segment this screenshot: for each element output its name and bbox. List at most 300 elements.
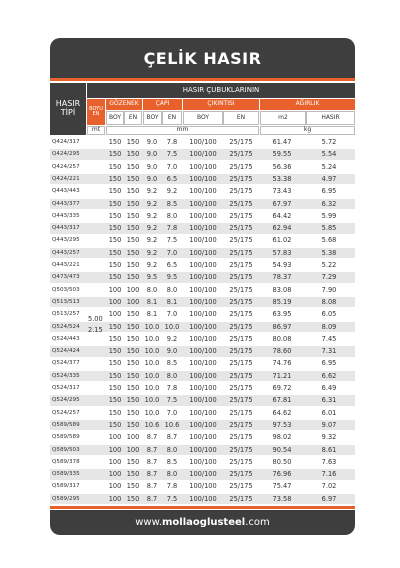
footer xyxy=(50,510,355,535)
table-cell: 7.8 xyxy=(166,138,178,146)
en-value: 2.15 xyxy=(88,326,103,334)
table-cell: 100/100 xyxy=(189,310,217,319)
table-cell: 100/100 xyxy=(189,396,217,405)
table-cell: 64.42 xyxy=(272,211,292,220)
table-cell: Q524/377 xyxy=(52,360,80,367)
table-row xyxy=(50,334,355,345)
table-cell: 100/100 xyxy=(189,457,217,466)
table-cell: 75.47 xyxy=(272,482,292,491)
table-cell: 9.2 xyxy=(146,187,158,196)
table-row xyxy=(50,260,355,271)
table-cell: 9.2 xyxy=(146,261,158,269)
table-row xyxy=(50,469,355,480)
table-cell: 74.76 xyxy=(272,359,292,368)
table-cell: 100/100 xyxy=(189,138,217,146)
table-cell: 10.0 xyxy=(144,334,160,343)
table-cell: Q424/295 xyxy=(52,151,80,158)
table-cell: 7.8 xyxy=(166,482,178,491)
footer-suffix: .com xyxy=(245,517,270,528)
table-cell: 150 xyxy=(126,408,140,417)
table-cell: 150 xyxy=(108,408,122,417)
table-cell: 6.95 xyxy=(321,359,337,368)
table-cell: 8.7 xyxy=(146,470,158,479)
table-cell: 5.72 xyxy=(321,138,337,146)
table-cell: Q589/335 xyxy=(52,471,80,478)
table-cell: 150 xyxy=(126,174,140,183)
table-cell: 7.5 xyxy=(166,150,178,159)
table-cell: 150 xyxy=(108,347,122,356)
table-cell: Q443/335 xyxy=(52,212,80,219)
table-cell: 25/175 xyxy=(229,396,253,405)
table-row xyxy=(50,211,355,222)
table-cell: Q424/221 xyxy=(52,175,80,182)
table-cell: 7.0 xyxy=(166,248,178,257)
table-cell: 8.08 xyxy=(321,297,337,306)
table-row xyxy=(50,272,355,283)
table-cell: 10.6 xyxy=(164,420,180,429)
table-cell: 78.37 xyxy=(272,273,292,282)
table-cell: Q524/524 xyxy=(52,323,80,330)
table-cell: 100/100 xyxy=(189,334,217,343)
table-cell: 25/175 xyxy=(229,162,253,171)
table-cell: 100 xyxy=(108,470,122,479)
table-cell: 7.0 xyxy=(166,310,178,319)
divider xyxy=(50,78,355,81)
table-cell: 54.93 xyxy=(272,261,292,269)
table-cell: 25/175 xyxy=(229,138,253,146)
table-cell: 150 xyxy=(126,334,140,343)
table-cell: 80.50 xyxy=(272,457,292,466)
table-cell: 8.7 xyxy=(146,457,158,466)
table-cell: 5.54 xyxy=(321,150,337,159)
table-cell: 6.97 xyxy=(321,494,337,503)
table-cell: 100 xyxy=(108,297,122,306)
table-cell: 7.02 xyxy=(321,482,337,491)
table-cell: 9.0 xyxy=(146,150,158,159)
table-cell: Q473/473 xyxy=(52,274,80,281)
table-cell: 25/175 xyxy=(229,433,253,442)
table-cell: 100 xyxy=(126,433,140,442)
table-cell: 100 xyxy=(108,285,122,294)
table-cell: 6.32 xyxy=(321,199,337,208)
table-cell: Q524/443 xyxy=(52,335,80,342)
header-boyu-en: BOYU EN xyxy=(87,99,105,125)
table-cell: Q424/317 xyxy=(52,139,80,145)
table-cell: Q443/295 xyxy=(52,237,80,244)
table-cell: 59.55 xyxy=(272,150,292,159)
table-cell: 25/175 xyxy=(229,384,253,392)
table-cell: Q589/378 xyxy=(52,458,80,465)
table-row xyxy=(50,408,355,419)
header-cik-en: EN xyxy=(223,111,259,125)
table-cell: 150 xyxy=(108,174,122,183)
table-cell: 150 xyxy=(108,359,122,368)
table-cell: 150 xyxy=(108,371,122,380)
table-cell: 150 xyxy=(126,162,140,171)
table-row xyxy=(50,371,355,382)
table-cell: 6.49 xyxy=(321,384,337,392)
table-cell: Q513/513 xyxy=(52,298,80,305)
header-boy: BOY xyxy=(106,111,124,125)
table-cell: 150 xyxy=(126,384,140,392)
table-cell: Q589/589 xyxy=(52,421,80,428)
table-cell: 100/100 xyxy=(189,236,217,245)
table-cell: 100 xyxy=(108,445,122,454)
table-cell: 150 xyxy=(126,248,140,257)
table-cell: 100 xyxy=(108,494,122,503)
table-cell: 150 xyxy=(126,150,140,159)
table-cell: 100/100 xyxy=(189,273,217,282)
table-cell: 150 xyxy=(108,261,122,269)
table-cell: 100/100 xyxy=(189,174,217,183)
table-cell: 7.63 xyxy=(321,457,337,466)
table-cell: 6.31 xyxy=(321,396,337,405)
table-row xyxy=(50,162,355,173)
table-cell: 9.2 xyxy=(146,211,158,220)
table-cell: 25/175 xyxy=(229,236,253,245)
table-cell: 97.53 xyxy=(272,420,292,429)
table-cell: 8.7 xyxy=(146,494,158,503)
table-cell: 150 xyxy=(108,322,122,331)
table-cell: Q589/317 xyxy=(52,483,80,490)
table-cell: 7.90 xyxy=(321,285,337,294)
table-cell: 150 xyxy=(108,162,122,171)
table-cell: 61.47 xyxy=(272,138,292,146)
table-cell: 8.09 xyxy=(321,322,337,331)
header-cubuklar: HASIR ÇUBUKLARININ xyxy=(87,83,355,98)
table-cell: 100/100 xyxy=(189,445,217,454)
table-cell: 150 xyxy=(108,187,122,196)
table-cell: 150 xyxy=(126,482,140,491)
product-card xyxy=(50,38,355,535)
table-cell: 100/100 xyxy=(189,420,217,429)
divider xyxy=(50,506,355,509)
table-cell: 9.0 xyxy=(146,162,158,171)
table-row xyxy=(50,481,355,492)
table-cell: 8.7 xyxy=(146,445,158,454)
table-cell: 10.0 xyxy=(144,322,160,331)
table-cell: 25/175 xyxy=(229,347,253,356)
table-cell: 25/175 xyxy=(229,371,253,380)
table-cell: 8.0 xyxy=(146,285,158,294)
table-cell: 7.5 xyxy=(166,396,178,405)
table-cell: 150 xyxy=(126,371,140,380)
title-bar xyxy=(50,38,355,78)
table-cell: 73.58 xyxy=(272,494,292,503)
table-cell: 8.1 xyxy=(166,297,178,306)
header-cap-en: EN xyxy=(162,111,182,125)
table-cell: 71.21 xyxy=(272,371,292,380)
table-cell: 150 xyxy=(126,359,140,368)
table-cell: 7.0 xyxy=(166,408,178,417)
table-cell: Q424/257 xyxy=(52,163,80,170)
table-cell: 150 xyxy=(108,334,122,343)
table-cell: 150 xyxy=(108,211,122,220)
table-row xyxy=(50,297,355,308)
table-cell: 8.5 xyxy=(166,359,178,368)
table-cell: 100/100 xyxy=(189,162,217,171)
table-cell: 100/100 xyxy=(189,224,217,233)
table-cell: 100 xyxy=(108,482,122,491)
table-cell: 64.62 xyxy=(272,408,292,417)
table-cell: 100/100 xyxy=(189,371,217,380)
table-row xyxy=(50,445,355,456)
table-cell: 25/175 xyxy=(229,482,253,491)
table-cell: 5.85 xyxy=(321,224,337,233)
table-cell: 25/175 xyxy=(229,273,253,282)
table-cell: 6.5 xyxy=(166,174,178,183)
table-cell: 25/175 xyxy=(229,150,253,159)
table-cell: 100/100 xyxy=(189,322,217,331)
table-cell: Q443/221 xyxy=(52,262,80,268)
table-cell: 8.7 xyxy=(166,433,178,442)
table-row xyxy=(50,137,355,148)
table-cell: 150 xyxy=(126,199,140,208)
table-cell: 25/175 xyxy=(229,224,253,233)
table-cell: Q503/503 xyxy=(52,286,80,293)
unit-kg: kg xyxy=(260,126,355,135)
table-cell: 7.0 xyxy=(166,162,178,171)
table-row xyxy=(50,432,355,443)
table-cell: 7.31 xyxy=(321,347,337,356)
table-cell: 150 xyxy=(126,494,140,503)
table-cell: 25/175 xyxy=(229,457,253,466)
footer-brand: mollaoglusteel xyxy=(162,517,246,528)
table-cell: 8.0 xyxy=(166,211,178,220)
table-cell: 100 xyxy=(108,433,122,442)
table-cell: 25/175 xyxy=(229,322,253,331)
table-cell: 61.02 xyxy=(272,236,292,245)
table-cell: 8.0 xyxy=(166,371,178,380)
table-cell: 7.45 xyxy=(321,334,337,343)
table-cell: 100/100 xyxy=(189,261,217,269)
table-cell: 100/100 xyxy=(189,408,217,417)
table-cell: Q443/317 xyxy=(52,225,80,232)
header-m2: m2 xyxy=(260,111,306,125)
table-cell: 7.8 xyxy=(166,384,178,392)
table-cell: 150 xyxy=(126,211,140,220)
table-row xyxy=(50,235,355,246)
table-cell: 6.5 xyxy=(166,261,178,269)
table-cell: 9.07 xyxy=(321,420,337,429)
table-cell: 53.38 xyxy=(272,174,292,183)
header-hasir-tipi: HASIR TİPİ xyxy=(50,83,86,135)
table-cell: 62.94 xyxy=(272,224,292,233)
table-cell: 10.6 xyxy=(144,420,160,429)
table-cell: 100/100 xyxy=(189,359,217,368)
table-cell: 8.5 xyxy=(166,457,178,466)
table-cell: 100/100 xyxy=(189,150,217,159)
table-cell: 25/175 xyxy=(229,494,253,503)
table-cell: 7.16 xyxy=(321,470,337,479)
table-cell: 150 xyxy=(108,236,122,245)
table-cell: 6.62 xyxy=(321,371,337,380)
table-cell: 150 xyxy=(108,248,122,257)
table-cell: 10.0 xyxy=(144,408,160,417)
table-cell: 150 xyxy=(108,224,122,233)
table-cell: 8.5 xyxy=(166,199,178,208)
table-cell: 8.0 xyxy=(166,470,178,479)
table-cell: 8.1 xyxy=(146,310,158,319)
table-cell: Q524/335 xyxy=(52,372,80,379)
table-cell: 7.29 xyxy=(321,273,337,282)
table-cell: 100/100 xyxy=(189,433,217,442)
table-cell: Q589/503 xyxy=(52,446,80,453)
table-cell: 9.0 xyxy=(166,347,178,356)
table-cell: 100/100 xyxy=(189,211,217,220)
unit-mm: mm xyxy=(106,126,259,135)
table-cell: 150 xyxy=(126,224,140,233)
table-row xyxy=(50,346,355,357)
table-cell: Q524/317 xyxy=(52,385,80,391)
table-row xyxy=(50,186,355,197)
table-cell: 10.0 xyxy=(144,371,160,380)
table-cell: Q524/257 xyxy=(52,409,80,416)
table-cell: 150 xyxy=(108,420,122,429)
table-row xyxy=(50,149,355,160)
table-cell: 25/175 xyxy=(229,420,253,429)
table-cell: Q513/257 xyxy=(52,311,80,318)
table-cell: 9.0 xyxy=(146,138,158,146)
table-cell: 150 xyxy=(126,310,140,319)
table-cell: 8.1 xyxy=(146,297,158,306)
table-cell: 150 xyxy=(126,322,140,331)
table-cell: 100 xyxy=(126,285,140,294)
table-cell: 9.2 xyxy=(146,224,158,233)
table-cell: 150 xyxy=(126,396,140,405)
table-cell: 8.7 xyxy=(146,433,158,442)
table-row xyxy=(50,248,355,259)
table-cell: 25/175 xyxy=(229,174,253,183)
table-cell: 7.5 xyxy=(166,236,178,245)
table-cell: 6.01 xyxy=(321,408,337,417)
table-cell: 25/175 xyxy=(229,261,253,269)
table-cell: 9.5 xyxy=(146,273,158,282)
table-cell: 6.05 xyxy=(321,310,337,319)
page-title: ÇELİK HASIR xyxy=(143,48,262,68)
table-cell: 150 xyxy=(108,150,122,159)
table-cell: Q443/377 xyxy=(52,200,80,207)
boyu-value: 5.00 xyxy=(88,315,103,323)
table-cell: 100/100 xyxy=(189,482,217,491)
table-cell: 25/175 xyxy=(229,297,253,306)
table-cell: 150 xyxy=(126,236,140,245)
unit-mt: mt xyxy=(87,126,105,135)
table-cell: 83.08 xyxy=(272,285,292,294)
table-row xyxy=(50,383,355,394)
table-cell: 25/175 xyxy=(229,211,253,220)
footer-prefix: www. xyxy=(135,517,163,528)
table-cell: 73.43 xyxy=(272,187,292,196)
table-cell: Q524/424 xyxy=(52,348,80,355)
table-cell: 100/100 xyxy=(189,494,217,503)
table-cell: Q524/295 xyxy=(52,397,80,404)
table-cell: 9.2 xyxy=(146,236,158,245)
table-cell: 5.38 xyxy=(321,248,337,257)
table-cell: 100 xyxy=(108,457,122,466)
table-cell: 63.95 xyxy=(272,310,292,319)
table-cell: 150 xyxy=(126,457,140,466)
table-cell: 69.72 xyxy=(272,384,292,392)
table-cell: 10.0 xyxy=(144,384,160,392)
table-cell: 5.22 xyxy=(321,261,337,269)
table-cell: 9.32 xyxy=(321,433,337,442)
table-cell: 90.54 xyxy=(272,445,292,454)
table-row xyxy=(50,199,355,210)
table-cell: 150 xyxy=(108,273,122,282)
table-cell: 67.97 xyxy=(272,199,292,208)
table-cell: 100/100 xyxy=(189,248,217,257)
header-hasir: HASIR xyxy=(306,111,355,125)
table-cell: Q589/589 xyxy=(52,434,80,441)
table-cell: 10.0 xyxy=(144,396,160,405)
header-cikintisi: ÇIKINTISI xyxy=(183,99,259,110)
table-cell: Q443/443 xyxy=(52,188,80,195)
table-cell: 8.0 xyxy=(166,285,178,294)
table-row xyxy=(50,494,355,505)
table-row xyxy=(50,395,355,406)
table-cell: 9.2 xyxy=(166,334,178,343)
table-cell: 9.5 xyxy=(166,273,178,282)
table-cell: 25/175 xyxy=(229,199,253,208)
table-cell: 150 xyxy=(126,273,140,282)
table-cell: 56.36 xyxy=(272,162,292,171)
table-cell: 25/175 xyxy=(229,445,253,454)
table-cell: 100/100 xyxy=(189,384,217,392)
table-cell: 25/175 xyxy=(229,470,253,479)
table-cell: 150 xyxy=(126,420,140,429)
table-cell: 25/175 xyxy=(229,248,253,257)
table-cell: 150 xyxy=(108,396,122,405)
table-row xyxy=(50,285,355,296)
header-capi: ÇAPI xyxy=(143,99,182,110)
table-cell: Q443/257 xyxy=(52,249,80,256)
table-cell: 4.97 xyxy=(321,174,337,183)
table-cell: 8.0 xyxy=(166,445,178,454)
table-cell: 10.0 xyxy=(164,322,180,331)
table-cell: 150 xyxy=(126,138,140,146)
table-cell: 25/175 xyxy=(229,408,253,417)
table-cell: 150 xyxy=(126,187,140,196)
table-cell: 100/100 xyxy=(189,199,217,208)
table-cell: 10.0 xyxy=(144,347,160,356)
table-cell: 100 xyxy=(108,310,122,319)
table-cell: 9.2 xyxy=(146,199,158,208)
table-cell: 25/175 xyxy=(229,310,253,319)
table-cell: 76.96 xyxy=(272,470,292,479)
table-cell: 5.99 xyxy=(321,211,337,220)
table-cell: 8.61 xyxy=(321,445,337,454)
table-row xyxy=(50,358,355,369)
table-cell: 98.02 xyxy=(272,433,292,442)
table-cell: Q589/295 xyxy=(52,495,80,502)
table-cell: 7.5 xyxy=(166,494,178,503)
table-cell: 9.2 xyxy=(166,187,178,196)
table-cell: 80.08 xyxy=(272,334,292,343)
table-row xyxy=(50,174,355,185)
table-cell: 25/175 xyxy=(229,285,253,294)
table-row xyxy=(50,223,355,234)
table-cell: 78.60 xyxy=(272,347,292,356)
table-cell: 100 xyxy=(126,445,140,454)
table-cell: 85.19 xyxy=(272,297,292,306)
table-row xyxy=(50,420,355,431)
header-agirlik: AĞIRLIK xyxy=(260,99,355,110)
table-cell: 86.97 xyxy=(272,322,292,331)
table-cell: 150 xyxy=(108,384,122,392)
table-cell: 25/175 xyxy=(229,334,253,343)
table-cell: 7.8 xyxy=(166,224,178,233)
